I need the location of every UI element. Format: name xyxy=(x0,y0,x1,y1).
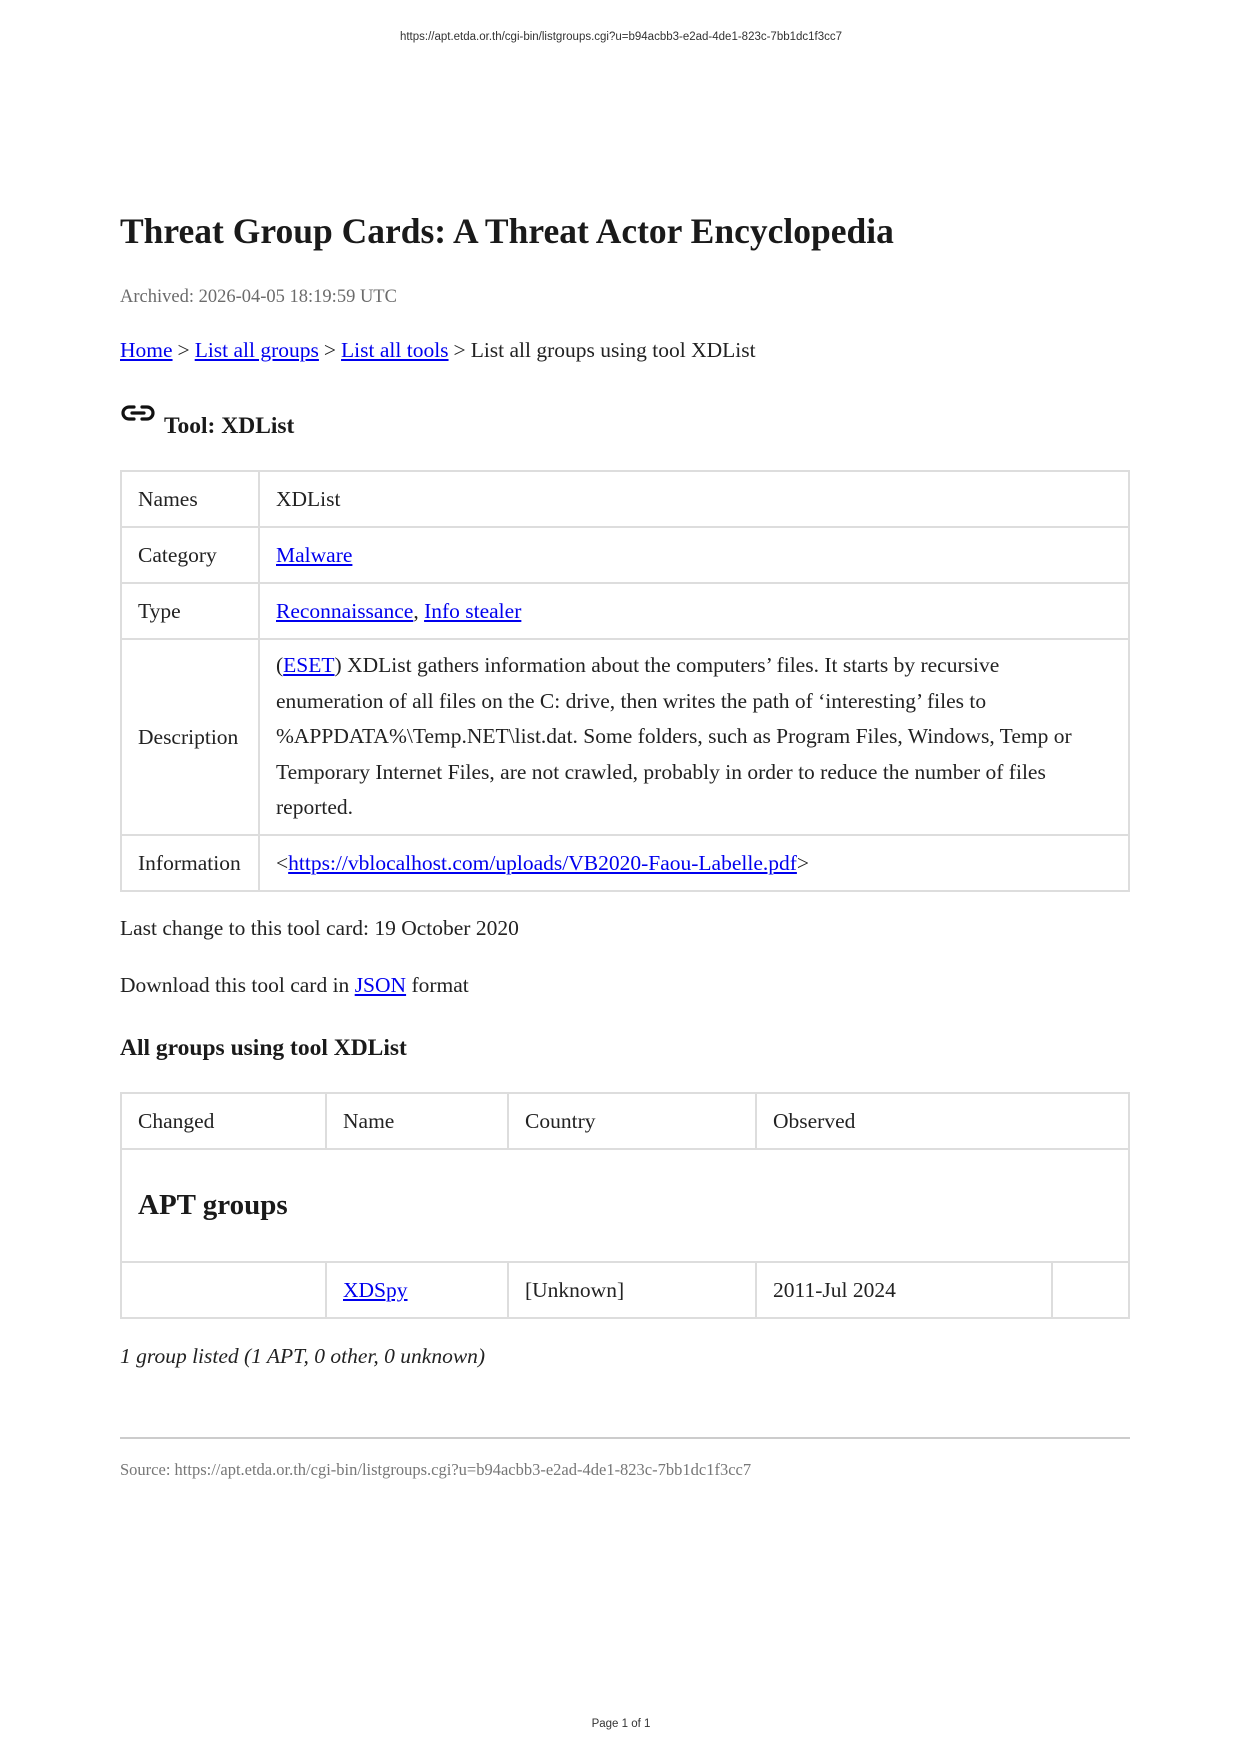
tool-heading xyxy=(120,399,294,440)
column-header-changed: Changed xyxy=(121,1093,326,1149)
row-changed xyxy=(121,1262,326,1318)
type-info-stealer-link[interactable]: Info stealer xyxy=(424,598,522,623)
row-observed: 2011-Jul 2024 xyxy=(756,1262,1052,1318)
tool-row-description xyxy=(121,639,1129,835)
tool-row-category xyxy=(121,527,1129,583)
download-prefix: Download this tool card in xyxy=(120,973,350,997)
information-label: Information xyxy=(121,835,259,891)
groups-heading: All groups using tool XDList xyxy=(120,1035,407,1061)
apt-groups-section-title: APT groups xyxy=(121,1149,1129,1262)
print-header-url: https://apt.etda.or.th/cgi-bin/listgroups.cgi?u=b94acbb3-e2ad-4de1-823c-7bb1dc1f3cc7 xyxy=(399,31,843,43)
groups-table xyxy=(120,1092,1130,1319)
last-change-text: Last change to this tool card: 19 October 2020 xyxy=(120,916,519,940)
information-lt: < xyxy=(276,850,289,875)
apt-groups-section-row xyxy=(121,1149,1129,1262)
download-line xyxy=(120,973,469,998)
information-url-link[interactable]: https://vblocalhost.com/uploads/VB2020-Faou-Labelle.pdf xyxy=(288,850,797,875)
information-gt: > xyxy=(796,850,810,875)
row-name-cell xyxy=(326,1262,508,1318)
type-cell xyxy=(259,583,1129,639)
breadcrumb-separator: > xyxy=(323,338,337,362)
print-footer-page: Page 1 of 1 xyxy=(591,1718,651,1730)
category-malware-link[interactable]: Malware xyxy=(276,542,353,567)
divider xyxy=(120,1437,1130,1439)
download-json-link[interactable]: JSON xyxy=(354,973,407,997)
row-country: [Unknown] xyxy=(508,1262,756,1318)
breadcrumb-separator: > xyxy=(453,338,466,362)
description-text: ) XDList gathers information about the computers’ files. It starts by recursive enumeration of all files on the C: drive, then writes the path of ‘interesting’ files to %APPDATA%\Temp.NET\list.dat. Some folders, such as Program Files, Windows, Temp or Temporary Internet Files, are not crawled, probably in order to reduce the number of files reported. xyxy=(276,653,1072,820)
category-cell xyxy=(259,527,1129,583)
column-header-observed: Observed xyxy=(756,1093,1129,1149)
groups-header-row xyxy=(121,1093,1129,1149)
column-header-name: Name xyxy=(326,1093,508,1149)
type-label: Type xyxy=(121,583,259,639)
download-suffix: format xyxy=(411,973,469,997)
description-label: Description xyxy=(121,639,259,835)
breadcrumb xyxy=(120,338,756,363)
names-value: XDList xyxy=(259,471,1129,527)
page-title: Threat Group Cards: A Threat Actor Encyclopedia xyxy=(120,211,894,251)
tool-row-names xyxy=(121,471,1129,527)
type-separator: , xyxy=(413,598,419,623)
tool-card-table xyxy=(120,470,1130,892)
type-reconnaissance-link[interactable]: Reconnaissance xyxy=(276,598,414,623)
source-url: Source: https://apt.etda.or.th/cgi-bin/listgroups.cgi?u=b94acbb3-e2ad-4de1-823c-7bb1dc1f3cc7 xyxy=(120,1460,752,1479)
information-cell xyxy=(259,835,1129,891)
groups-summary: 1 group listed (1 APT, 0 other, 0 unknown) xyxy=(120,1344,486,1368)
description-open-paren: ( xyxy=(276,653,284,678)
group-xdspy-link[interactable]: XDSpy xyxy=(343,1277,408,1302)
names-label: Names xyxy=(121,471,259,527)
description-cell xyxy=(259,639,1129,835)
row-extra xyxy=(1052,1262,1129,1318)
column-header-country: Country xyxy=(508,1093,756,1149)
tool-title: Tool: XDList xyxy=(164,413,295,439)
table-row xyxy=(121,1262,1129,1318)
link-icon xyxy=(120,401,156,425)
tool-row-information xyxy=(121,835,1129,891)
breadcrumb-separator: > xyxy=(177,338,190,362)
category-label: Category xyxy=(121,527,259,583)
archived-timestamp: Archived: 2026-04-05 18:19:59 UTC xyxy=(120,287,397,307)
description-eset-link[interactable]: ESET xyxy=(283,653,335,678)
tool-row-type xyxy=(121,583,1129,639)
breadcrumb-current: List all groups using tool XDList xyxy=(470,338,756,362)
breadcrumb-all-tools-link[interactable]: List all tools xyxy=(341,338,449,362)
breadcrumb-home-link[interactable]: Home xyxy=(120,338,173,362)
breadcrumb-all-groups-link[interactable]: List all groups xyxy=(194,338,319,362)
